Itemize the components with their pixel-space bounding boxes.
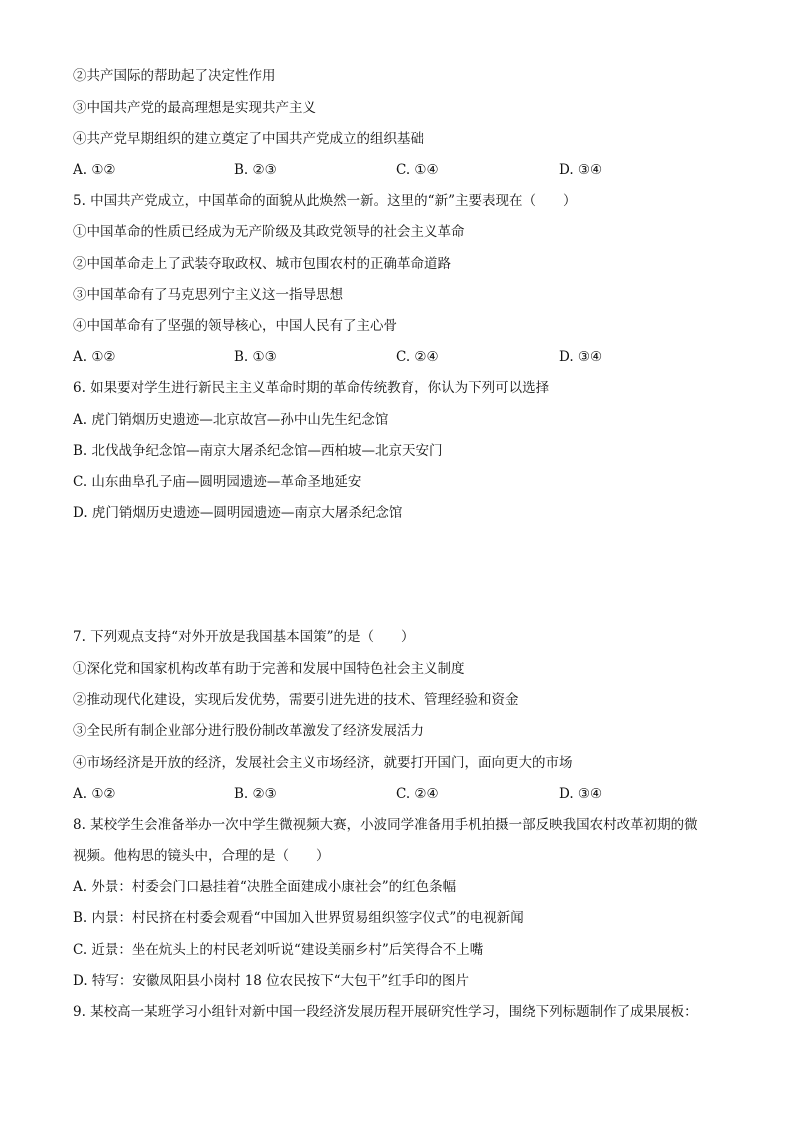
q4-option-d[interactable]: D. ③④ [559,162,603,178]
q6-choice-c[interactable]: C. 山东曲阜孔子庙—圆明园遗迹—革命圣地延安 [73,474,362,490]
q8-choice-d[interactable]: D. 特写：安徽凤阳县小岗村 18 位农民按下“大包干”红手印的图片 [73,973,469,989]
q7-option-d[interactable]: D. ③④ [559,786,603,802]
q8-choice-c[interactable]: C. 近景：坐在炕头上的村民老刘听说“建设美丽乡村”后笑得合不上嘴 [73,942,484,958]
q5-option-b[interactable]: B. ①③ [234,349,277,365]
q6-choice-b[interactable]: B. 北伐战争纪念馆—南京大屠杀纪念馆—西柏坡—北京天安门 [73,443,443,459]
q4-option-b[interactable]: B. ②③ [234,162,277,178]
q4-statement-3: ③中国共产党的最高理想是实现共产主义 [73,100,316,116]
q4-options [73,161,713,179]
q5-stem: 5. 中国共产党成立，中国革命的面貌从此焕然一新。这里的“新”主要表现在（ ） [73,193,577,209]
q7-statement-3: ③全民所有制企业部分进行股份制改革激发了经济发展活力 [73,723,424,739]
q7-statement-1: ①深化党和国家机构改革有助于完善和发展中国特色社会主义制度 [73,661,465,677]
q5-option-c[interactable]: C. ②④ [396,349,439,365]
q4-option-a[interactable]: A. ①② [73,162,116,178]
q8-choice-a[interactable]: A. 外景：村委会门口悬挂着“决胜全面建成小康社会”的红色条幅 [73,879,457,895]
q6-stem: 6. 如果要对学生进行新民主主义革命时期的革命传统教育，你认为下列可以选择 [73,380,550,396]
q5-statement-3: ③中国革命有了马克思列宁主义这一指导思想 [73,287,343,303]
q7-options [73,785,713,803]
q5-statement-1: ①中国革命的性质已经成为无产阶级及其政党领导的社会主义革命 [73,224,465,240]
q9-stem: 9. 某校高一某班学习小组针对新中国一段经济发展历程开展研究性学习，围绕下列标题制作了成果展板： [73,1004,698,1020]
q8-choice-b[interactable]: B. 内景：村民挤在村委会观看“中国加入世界贸易组织签字仪式”的电视新闻 [73,910,524,926]
q5-statement-2: ②中国革命走上了武装夺取政权、城市包围农村的正确革命道路 [73,256,451,272]
q7-statement-2: ②推动现代化建设，实现后发优势，需要引进先进的技术、管理经验和资金 [73,692,519,708]
q7-option-b[interactable]: B. ②③ [234,786,277,802]
q8-stem-line-1: 8. 某校学生会准备举办一次中学生微视频大赛，小波同学准备用手机拍摄一部反映我国农村改革初期的微 [73,817,698,833]
q4-statement-4: ④共产党早期组织的建立奠定了中国共产党成立的组织基础 [73,131,424,147]
q6-choice-a[interactable]: A. 虎门销烟历史遗迹—北京故宫—孙中山先生纪念馆 [73,412,389,428]
q7-option-c[interactable]: C. ②④ [396,786,439,802]
q5-options [73,348,713,366]
q5-option-a[interactable]: A. ①② [73,349,116,365]
q5-option-d[interactable]: D. ③④ [559,349,603,365]
q6-choice-d[interactable]: D. 虎门销烟历史遗迹—圆明园遗迹—南京大屠杀纪念馆 [73,505,403,521]
q4-statement-2: ②共产国际的帮助起了决定性作用 [73,68,276,84]
q4-option-c[interactable]: C. ①④ [396,162,439,178]
q7-option-a[interactable]: A. ①② [73,786,116,802]
q7-statement-4: ④市场经济是开放的经济，发展社会主义市场经济，就要打开国门，面向更大的市场 [73,755,573,771]
q5-statement-4: ④中国革命有了坚强的领导核心，中国人民有了主心骨 [73,318,397,334]
q8-stem-line-2: 视频。他构思的镜头中，合理的是（ ） [73,848,330,864]
q7-stem: 7. 下列观点支持“对外开放是我国基本国策”的是（ ） [73,629,415,645]
